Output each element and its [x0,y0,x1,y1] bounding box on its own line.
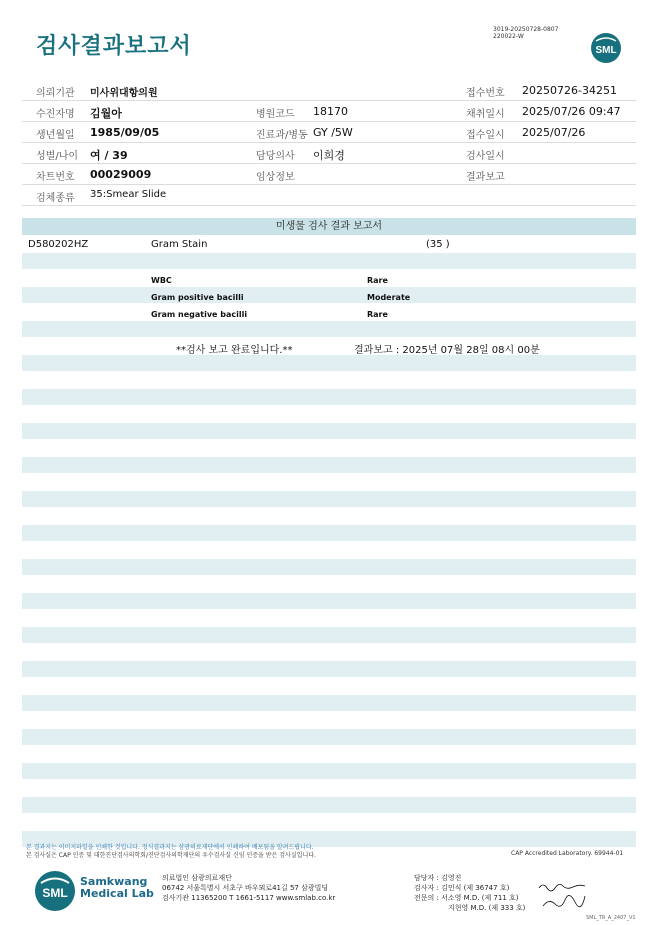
requester-label: 의뢰기관 [36,88,75,99]
info-row-dob [22,122,636,143]
test-code: D580202HZ [28,239,89,250]
samkwang-logo-icon [34,870,76,912]
cap-accreditation: CAP Accredited Laboratory. 69944-01 [511,850,624,857]
dept-value: GY /5W [313,126,353,139]
row-stripe [22,355,636,371]
row-stripe [22,389,636,405]
row-stripe [22,321,636,337]
form-code: SML_TR_A_2407_V1 [586,915,636,921]
collected-value: 2025/07/26 09:47 [522,105,621,118]
lab-contact: 검사기관 11365200 T 1661-5117 www.smlab.co.kr [162,894,336,902]
brand-line2: Medical Lab [80,887,154,900]
brand-name [80,876,154,900]
receipt-no-label: 접수번호 [466,88,505,99]
row-stripe [22,457,636,473]
reference-code-line2: 220022-W [493,33,524,40]
staff-block [414,873,525,913]
hospital-code-label: 병원코드 [256,109,295,120]
accreditation-notice: 본 검사실은 CAP 인증 및 대한진단검사의학회/진단검사의학재단의 우수검사실 신임 인증을 받은 검사실입니다. [26,852,316,859]
row-stripe [22,287,636,303]
result-item: WBC [151,276,172,285]
requester-value: 미사위대항의원 [90,88,158,99]
hospital-code-value: 18170 [313,105,348,118]
info-row-sex-age [22,143,636,164]
row-stripe [22,763,636,779]
tested-label: 검사일시 [466,151,505,162]
staff-tester: 검사자 : 김민식 (제 36747 호) [414,884,510,892]
row-stripe [22,423,636,439]
svg-text:SML: SML [595,45,617,56]
info-row-patient [22,101,636,122]
brand-line1: Samkwang [80,875,148,888]
lab-address-block [162,873,335,903]
page-title: 검사결과보고서 [36,34,192,59]
result-value: Rare [367,276,388,285]
svg-text:SML: SML [42,886,68,900]
reference-code [493,26,558,40]
clinical-label: 임상정보 [256,172,295,183]
row-stripe [22,695,636,711]
row-stripe [22,525,636,541]
receipt-no-value: 20250726-34251 [522,84,617,97]
received-label: 접수일시 [466,130,505,141]
chart-no-label: 차트번호 [36,172,75,183]
row-stripe [22,661,636,677]
collected-label: 채취일시 [466,109,505,120]
signature-icon [537,880,589,910]
section-title: 미생물 검사 결과 보고서 [22,218,636,235]
sml-logo-icon [590,32,622,64]
row-stripe [22,797,636,813]
doctor-label: 담당의사 [256,151,295,162]
row-stripe [22,253,636,269]
test-name: Gram Stain [151,239,208,250]
reference-code-line1: 3019-20250728-0807 [493,26,559,33]
specimen-value: 35:Smear Slide [90,189,167,200]
result-value: Moderate [367,293,411,302]
test-specimen: (35 ) [426,239,450,250]
dept-label: 진료과/병동 [256,130,308,141]
info-row-requester [22,80,636,101]
dob-label: 생년월일 [36,130,75,141]
received-value: 2025/07/26 [522,126,586,139]
result-report-label: 결과보고 [466,172,505,183]
sex-age-value: 여 / 39 [90,149,128,162]
image-copy-notice: 본 결과지는 이미지파일을 인쇄한 것입니다. 정식결과지는 삼광의료재단에서 인쇄하여 배포됨을 알려드립니다. [26,844,314,851]
doctor-value: 이희경 [313,149,345,162]
row-stripe [22,627,636,643]
chart-no-value: 00029009 [90,168,152,181]
patient-value: 김월아 [90,107,122,120]
patient-info-table [22,80,636,206]
row-stripe [22,729,636,745]
row-stripe [22,559,636,575]
info-row-specimen [22,185,636,206]
lab-org: 의료법인 삼광의료재단 [162,874,232,882]
report-time: 결과보고 : 2025년 07월 28일 08시 00분 [354,345,540,356]
result-value: Rare [367,310,388,319]
result-item: Gram negative bacilli [151,310,248,319]
patient-label: 수진자명 [36,109,75,120]
result-item: Gram positive bacilli [151,293,244,302]
sex-age-label: 성별/나이 [36,151,79,162]
info-row-chart [22,164,636,185]
staff-specialist-2: 지현영 M.D. (제 333 호) [448,904,526,912]
specimen-label: 검체종류 [36,193,75,204]
row-stripe [22,593,636,609]
staff-manager: 담당자 : 김영진 [414,874,462,882]
lab-address: 06742 서울특별시 서초구 바우뫼로41길 57 삼광빌딩 [162,884,329,892]
row-stripe [22,491,636,507]
completion-text: **검사 보고 완료입니다.** [176,345,293,356]
dob-value: 1985/09/05 [90,126,160,139]
staff-specialist: 전문의 : 서소영 M.D. (제 711 호) [414,894,519,902]
